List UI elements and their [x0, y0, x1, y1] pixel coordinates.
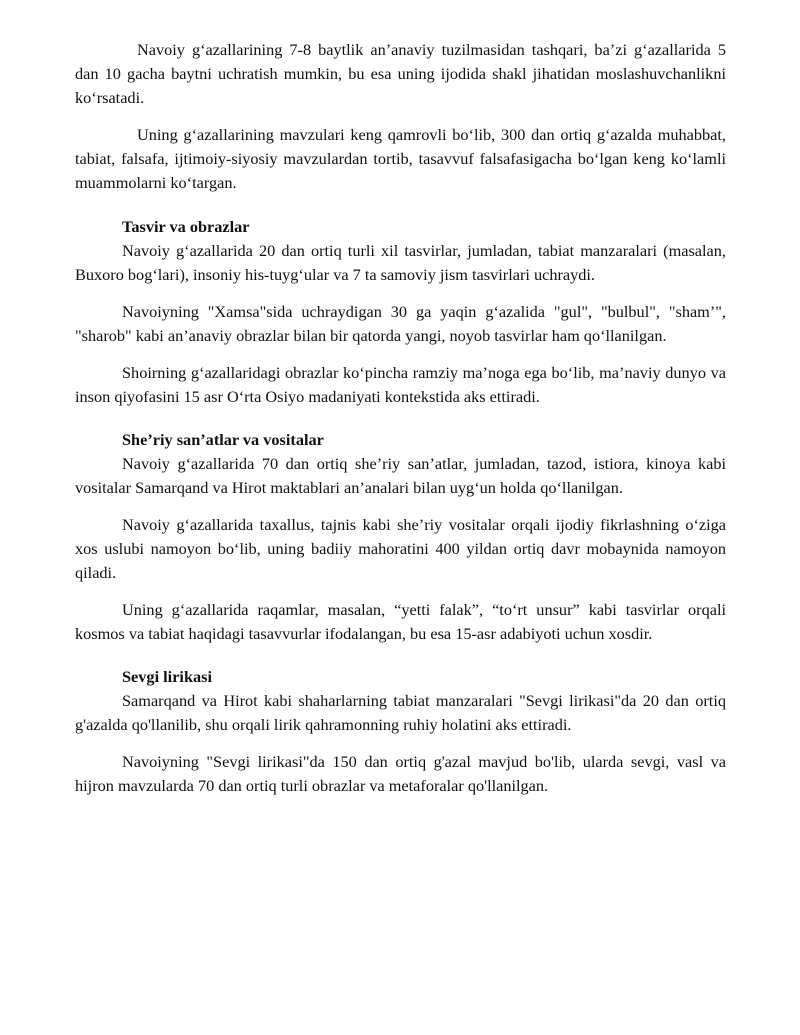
- intro-paragraph-1: Navoiy g‘azallarining 7-8 baytlik an’anaviy tuzilmasidan tashqari, ba’zi g‘azallarida 5 dan 10 gacha baytni uchratish mumkin, bu esa uning ijodida shakl jihatidan moslashuvchanlikni ko‘rsatadi.: [75, 40, 726, 107]
- section1-paragraph-1: Navoiy g‘azallarida 20 dan ortiq turli xil tasvirlar, jumladan, tabiat manzaralari (masalan, Buxoro bog‘lari), insoniy his-tuyg‘ular va 7 ta samoviy jism tasvirlari uchraydi.: [75, 241, 726, 284]
- section2-paragraph-1: Navoiy g‘azallarida 70 dan ortiq she’riy san’atlar, jumladan, tazod, istiora, kinoya kabi vositalar Samarqand va Hirot maktablari an’analari bilan uyg‘un holda qo‘llanilgan.: [75, 454, 726, 497]
- section-heading-sevgi: Sevgi lirikasi: [122, 667, 213, 686]
- section1-paragraph-2: Navoiyning "Xamsa"sida uchraydigan 30 ga yaqin g‘azalida "gul", "bulbul", "sham’", "sharob" kabi an’anaviy obrazlar bilan bir qatorda yangi, noyob tasvirlar ham qo‘llanilgan.: [75, 302, 726, 345]
- section-heading-sheriy: She’riy san’atlar va vositalar: [122, 430, 324, 449]
- section2-paragraph-2: Navoiy g‘azallarida taxallus, tajnis kabi she’riy vositalar orqali ijodiy fikrlashning o‘ziga xos uslubi namoyon bo‘lib, uning badiiy mahoratini 400 yildan ortiq davr mobaynida namoyon qiladi.: [75, 515, 726, 582]
- section3-paragraph-1: Samarqand va Hirot kabi shaharlarning tabiat manzaralari "Sevgi lirikasi"da 20 dan ortiq g'azalda qo'llanilib, shu orqali lirik qahramonning ruhiy holatini aks ettiradi.: [75, 691, 726, 734]
- intro-paragraph-2: Uning g‘azallarining mavzulari keng qamrovli bo‘lib, 300 dan ortiq g‘azalda muhabbat, tabiat, falsafa, ijtimoiy-siyosiy mavzulardan tortib, tasavvuf falsafasigacha bo‘lgan keng ko‘lamli muammolarni ko‘targan.: [75, 125, 726, 192]
- document-page: [75, 38, 726, 798]
- section2-paragraph-3: Uning g‘azallarida raqamlar, masalan, “yetti falak”, “to‘rt unsur” kabi tasvirlar orqali kosmos va tabiat haqidagi tasavvurlar ifodalangan, bu esa 15-asr adabiyoti uchun xosdir.: [75, 600, 726, 643]
- section-heading-tasvir: Tasvir va obrazlar: [122, 217, 250, 236]
- section3-paragraph-2: Navoiyning "Sevgi lirikasi"da 150 dan ortiq g'azal mavjud bo'lib, ularda sevgi, vasl va hijron mavzularda 70 dan ortiq turli obrazlar va metaforalar qo'llanilgan.: [75, 752, 726, 795]
- section1-paragraph-3: Shoirning g‘azallaridagi obrazlar ko‘pincha ramziy ma’noga ega bo‘lib, ma’naviy dunyo va inson qiyofasini 15 asr O‘rta Osiyo madaniyati kontekstida aks ettiradi.: [75, 363, 726, 406]
